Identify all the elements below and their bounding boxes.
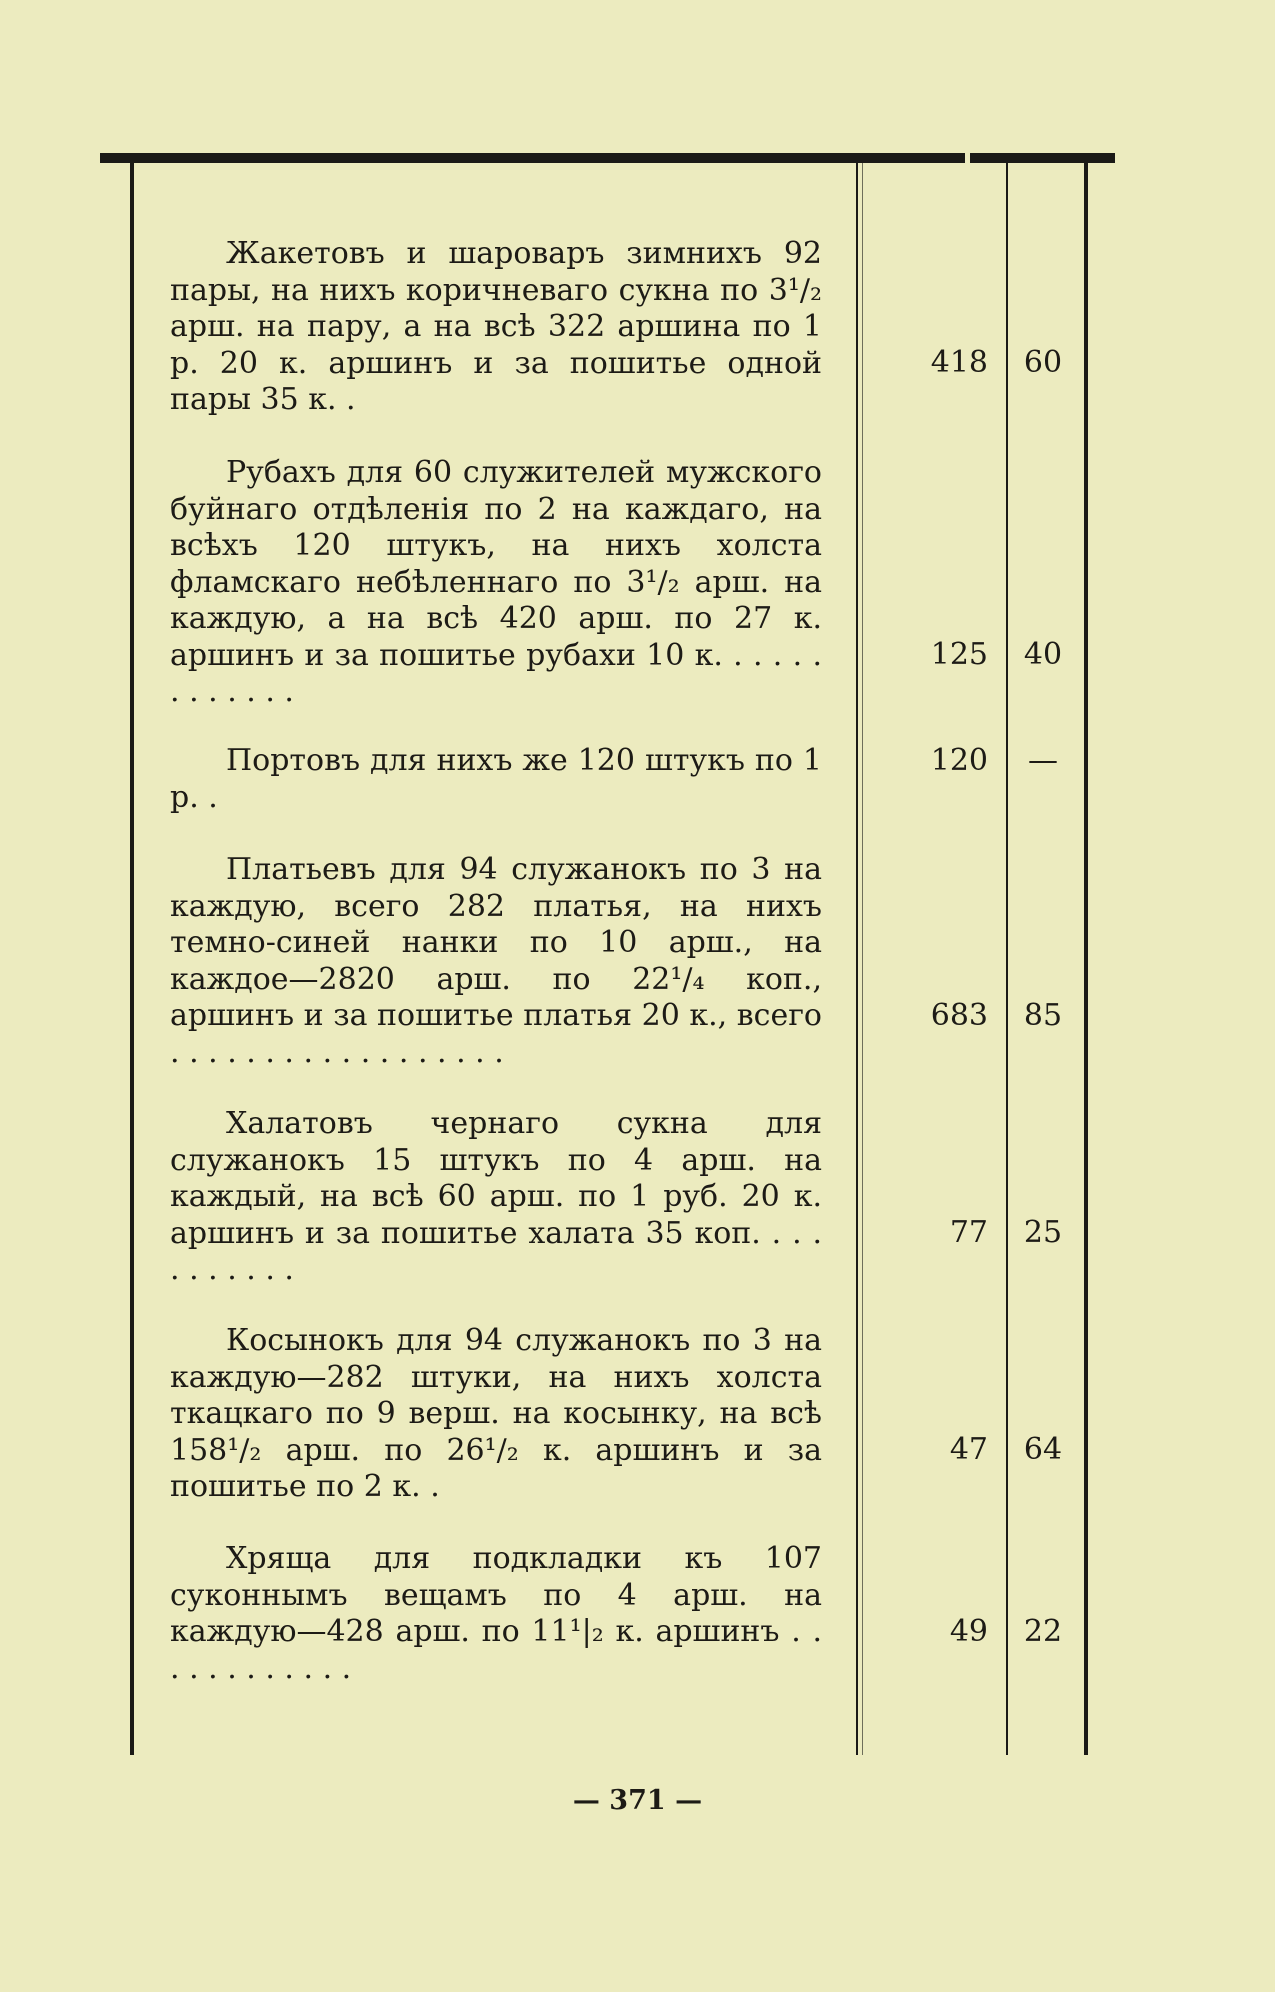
entry-kopecks: 85 [1023, 998, 1063, 1033]
column-divider-description [856, 163, 858, 1755]
table-row [170, 743, 822, 816]
entry-kopecks: — [1028, 743, 1058, 778]
table-row [170, 852, 822, 1071]
column-divider-description-double [862, 163, 863, 1755]
entry-description: Хряща для подкладки къ 107 суконнымъ вещамъ по 4 арш. на каждую—428 арш. по 11¹|₂ к. аршинъ . . . . . . . . . . . . [170, 1541, 822, 1686]
entry-rubles: 418 [930, 345, 988, 380]
page-number: — 371 — [572, 1785, 703, 1816]
table-row [170, 1106, 822, 1289]
column-divider-rubles [1006, 163, 1008, 1755]
top-rule-right [970, 153, 1115, 163]
entry-description: Рубахъ для 60 служителей мужского буйнаго отдѣленія по 2 на каждаго, на всѣхъ 120 штукъ, на нихъ холста фламскаго небѣленнаго по 3¹/₂ арш. на каждую, а на всѣ 420 арш. по 27 к. аршинъ и за пошитье рубахи 10 к. . . . . . . . . . . . . [170, 455, 822, 709]
entry-rubles: 77 [949, 1215, 988, 1250]
entry-description: Платьевъ для 94 служанокъ по 3 на каждую, всего 282 платья, на нихъ темно-синей нанки по 10 арш., на каждое—2820 арш. по 22¹/₄ коп., аршинъ и за пошитье платья 20 к., всего . . . . . . . . . . . . . . . . . . [170, 852, 822, 1070]
table-row [170, 455, 822, 711]
entry-kopecks: 60 [1023, 345, 1063, 380]
entry-description: Портовъ для нихъ же 120 штукъ по 1 р. . [170, 743, 822, 815]
entry-description: Жакетовъ и шароваръ зимнихъ 92 пары, на нихъ коричневаго сукна по 3¹/₂ арш. на пару, а на всѣ 322 аршина по 1 р. 20 к. аршинъ и за пошитье одной пары 35 к. . [170, 236, 822, 417]
entry-kopecks: 22 [1023, 1614, 1063, 1649]
entry-rubles: 125 [930, 637, 988, 672]
table-row [170, 1323, 822, 1506]
table-left-border [130, 163, 134, 1755]
entry-kopecks: 64 [1023, 1432, 1063, 1467]
table-row [170, 1541, 822, 1687]
top-rule [100, 153, 965, 163]
entry-description: Халатовъ чернаго сукна для служанокъ 15 штукъ по 4 арш. на каждый, на всѣ 60 арш. по 1 руб. 20 к. аршинъ и за пошитье халата 35 коп. . . . . . . . . . . [170, 1106, 822, 1287]
entry-rubles: 120 [930, 743, 988, 778]
entry-kopecks: 40 [1023, 637, 1063, 672]
table-right-border [1084, 163, 1088, 1755]
table-row [170, 236, 822, 419]
entry-rubles: 49 [949, 1614, 988, 1649]
entry-kopecks: 25 [1023, 1215, 1063, 1250]
entry-rubles: 47 [949, 1432, 988, 1467]
entry-rubles: 683 [930, 998, 988, 1033]
entry-description: Косынокъ для 94 служанокъ по 3 на каждую—282 штуки, на нихъ холста ткацкаго по 9 верш. на косынку, на всѣ 158¹/₂ арш. по 26¹/₂ к. аршинъ и за пошитье по 2 к. . [170, 1323, 822, 1504]
